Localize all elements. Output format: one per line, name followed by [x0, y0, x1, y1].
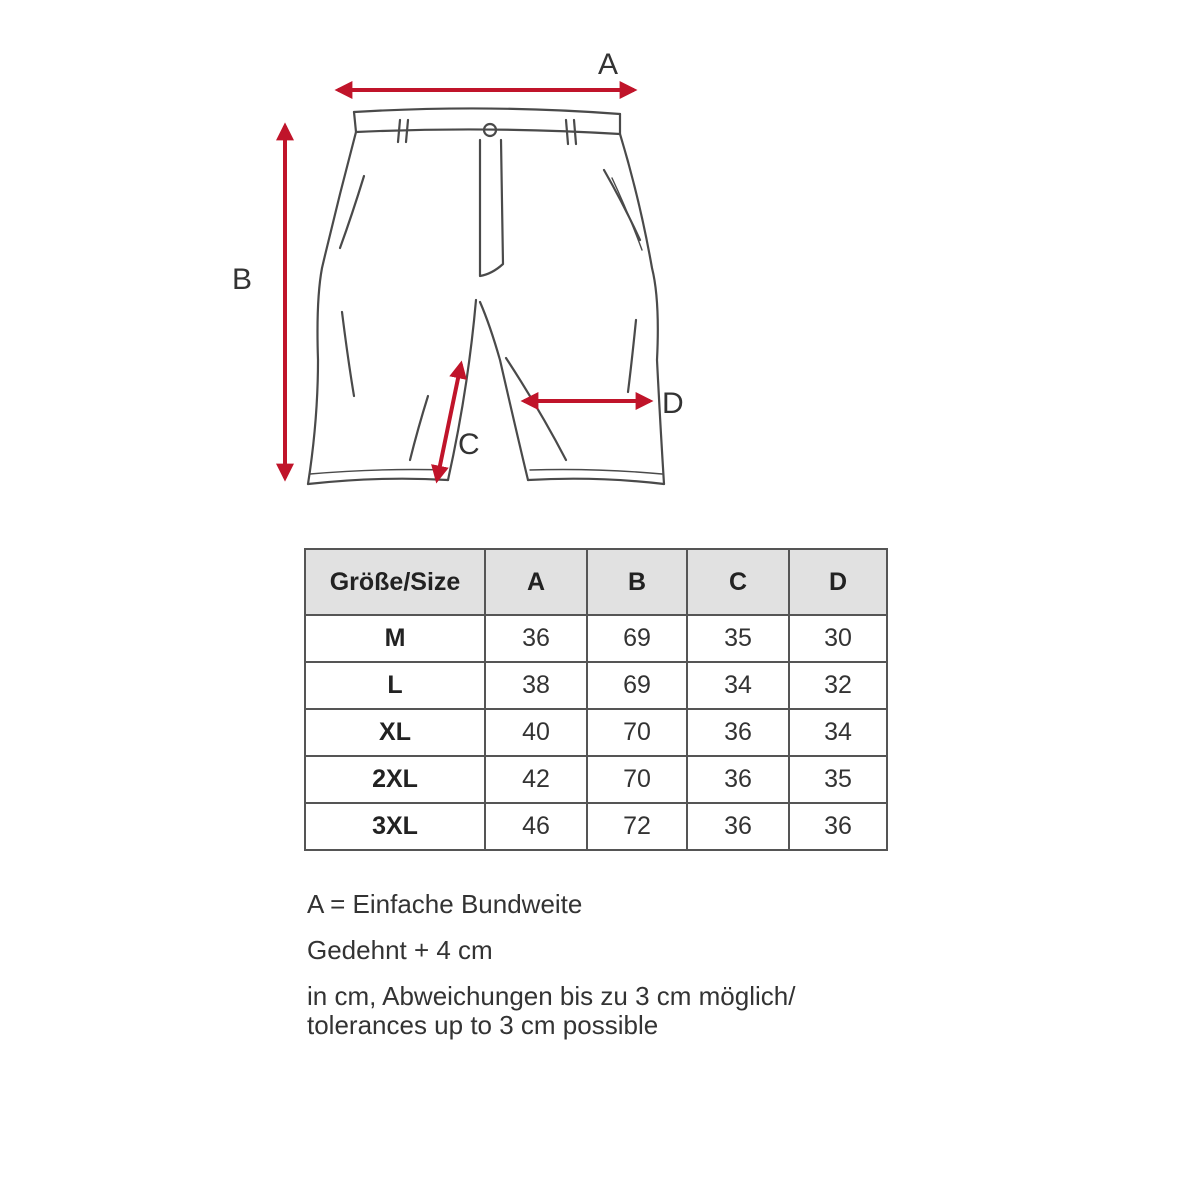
table-cell: 36 — [687, 709, 789, 756]
table-cell: 34 — [789, 709, 887, 756]
table-row — [305, 615, 887, 662]
note-tolerance — [307, 982, 795, 1040]
table-cell: 30 — [789, 615, 887, 662]
size-chart-table — [304, 548, 888, 851]
table-cell: 32 — [789, 662, 887, 709]
label-a: A — [598, 48, 619, 81]
note-tolerance-de: in cm, Abweichungen bis zu 3 cm möglich/ — [307, 981, 796, 1011]
table-cell: 72 — [587, 803, 687, 850]
size-cell: 3XL — [305, 803, 485, 850]
table-cell: 70 — [587, 709, 687, 756]
arrow-c — [437, 364, 461, 480]
table-cell: 35 — [789, 756, 887, 803]
table-cell: 69 — [587, 662, 687, 709]
size-cell: L — [305, 662, 485, 709]
table-cell: 36 — [485, 615, 587, 662]
table-header-row — [305, 549, 887, 615]
header-a: A — [485, 549, 587, 615]
table-cell: 40 — [485, 709, 587, 756]
table-cell: 35 — [687, 615, 789, 662]
shorts-measurement-diagram — [0, 0, 1200, 520]
size-cell: 2XL — [305, 756, 485, 803]
table-row — [305, 709, 887, 756]
table-cell: 36 — [789, 803, 887, 850]
header-b: B — [587, 549, 687, 615]
label-b: B — [232, 263, 253, 296]
table-row — [305, 803, 887, 850]
note-waist-definition: A = Einfache Bundweite — [307, 889, 583, 919]
header-size: Größe/Size — [305, 549, 485, 615]
label-c: C — [458, 428, 480, 461]
table-cell: 34 — [687, 662, 789, 709]
table-cell: 38 — [485, 662, 587, 709]
table-cell: 70 — [587, 756, 687, 803]
size-cell: M — [305, 615, 485, 662]
label-d: D — [662, 387, 684, 420]
note-stretched: Gedehnt + 4 cm — [307, 935, 493, 965]
table-cell: 36 — [687, 803, 789, 850]
table-row — [305, 662, 887, 709]
note-tolerance-en: tolerances up to 3 cm possible — [307, 1010, 659, 1040]
table-cell: 69 — [587, 615, 687, 662]
measurement-arrows — [285, 90, 650, 480]
table-cell: 46 — [485, 803, 587, 850]
table-cell: 42 — [485, 756, 587, 803]
header-d: D — [789, 549, 887, 615]
table-cell: 36 — [687, 756, 789, 803]
size-cell: XL — [305, 709, 485, 756]
header-c: C — [687, 549, 789, 615]
table-row — [305, 756, 887, 803]
shorts-outline — [308, 108, 664, 484]
